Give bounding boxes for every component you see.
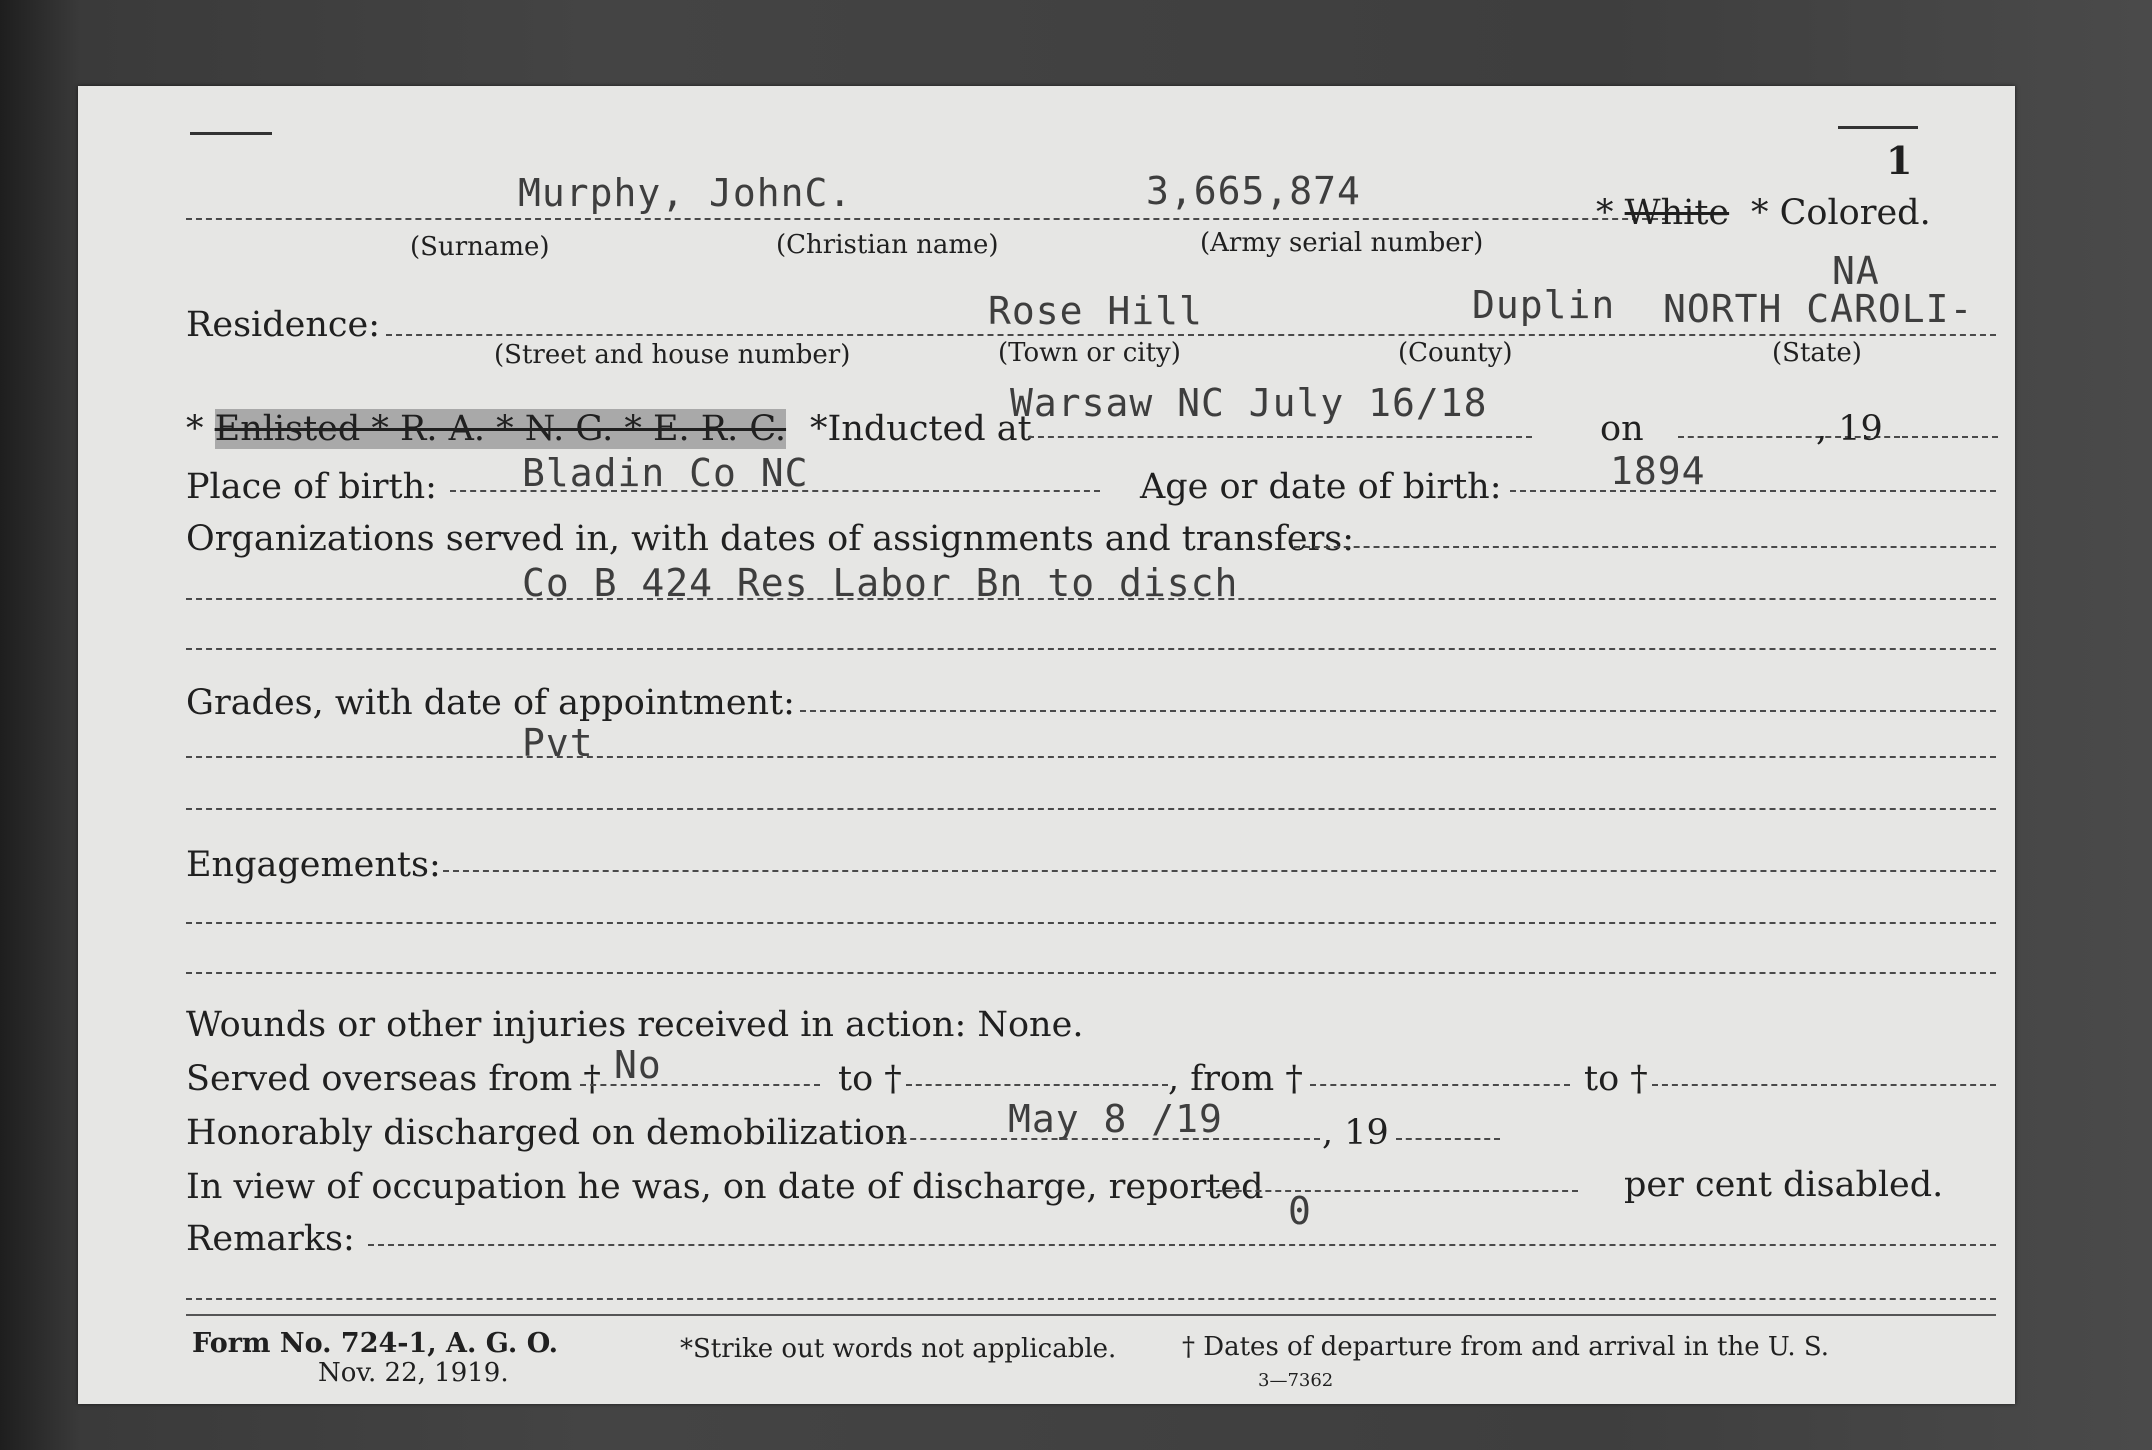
overseas-to-line-1 [906, 1084, 1168, 1086]
age-typed: 1894 [1610, 449, 1706, 493]
discharged-year: , 19 [1322, 1113, 1389, 1153]
county-typed: Duplin [1472, 283, 1616, 327]
inducted-line [1028, 436, 1532, 438]
town-caption: (Town or city) [998, 338, 1181, 368]
state-typed: NORTH CAROLI- [1663, 287, 1974, 331]
overseas-to-line-2 [1652, 1084, 1996, 1086]
form-date: Nov. 22, 1919. [318, 1358, 509, 1388]
service-record-card [78, 86, 2015, 1404]
residence-line [386, 334, 1996, 336]
place-of-birth-line [450, 490, 1100, 492]
place-of-birth-typed: Bladin Co NC [522, 451, 809, 495]
grades-typed: Pvt [522, 721, 594, 765]
inducted-typed: Warsaw NC July 16/18 [1010, 381, 1488, 425]
age-label: Age or date of birth: [1140, 467, 1502, 507]
discharged-year-line [1396, 1138, 1500, 1140]
wounds-label: Wounds or other injuries received in action: None. [186, 1005, 1084, 1045]
enlistment-options-struck: * Enlisted * R. A. * N. G. * E. R. C. [186, 409, 787, 449]
residence-label: Residence: [186, 305, 380, 345]
state-continuation-typed: NA [1832, 249, 1880, 293]
organizations-typed: Co B 424 Res Labor Bn to disch [522, 561, 1239, 605]
form-number: Form No. 724-1, A. G. O. [192, 1328, 559, 1359]
engagements-label: Engagements: [186, 845, 441, 885]
occupation-line [1206, 1190, 1578, 1192]
engagements-line-2 [186, 922, 1996, 924]
organizations-label: Organizations served in, with dates of assignments and transfers: [186, 519, 1355, 559]
county-caption: (County) [1398, 338, 1513, 368]
engagements-line-3 [186, 972, 1996, 974]
disabled-typed: 0 [1288, 1189, 1312, 1233]
page-number: 1 [1886, 138, 1913, 183]
top-left-rule [190, 132, 272, 135]
on-label: on [1600, 409, 1644, 449]
print-code: 3—7362 [1258, 1370, 1334, 1391]
discharged-line [890, 1138, 1320, 1140]
town-typed: Rose Hill [988, 289, 1203, 333]
top-right-rule [1838, 126, 1918, 129]
discharged-label: Honorably discharged on demobilization [186, 1113, 908, 1153]
overseas-to-label-1: to † [838, 1059, 902, 1099]
overseas-to-label-2: to † [1584, 1059, 1648, 1099]
name-typed: Murphy, JohnC. [518, 171, 853, 215]
christian-name-caption: (Christian name) [776, 230, 999, 260]
street-caption: (Street and house number) [494, 340, 851, 370]
overseas-typed: No [614, 1043, 662, 1087]
place-of-birth-label: Place of birth: [186, 467, 437, 507]
serial-caption: (Army serial number) [1200, 228, 1484, 258]
state-caption: (State) [1772, 338, 1862, 368]
inducted-label: *Inducted at [810, 409, 1032, 449]
race-white-struck: * White [1596, 193, 1730, 233]
inducted-year: , 19 [1816, 409, 1883, 449]
overseas-from-line [580, 1084, 820, 1086]
organizations-line-3 [186, 648, 1996, 650]
grades-line-2 [186, 756, 1996, 758]
remarks-label: Remarks: [186, 1219, 355, 1259]
remarks-line-1 [368, 1244, 1996, 1246]
serial-typed: 3,665,874 [1146, 169, 1361, 213]
disabled-label: per cent disabled. [1624, 1165, 1944, 1205]
dates-note: † Dates of departure from and arrival in the U. S. [1182, 1332, 1830, 1362]
overseas-from-label-2: , from † [1168, 1059, 1303, 1099]
grades-line-1 [800, 710, 1996, 712]
name-line [186, 218, 1668, 220]
inducted-year-line [1902, 436, 1998, 438]
overseas-from-line-2 [1310, 1084, 1570, 1086]
surname-caption: (Surname) [410, 232, 550, 262]
grades-label: Grades, with date of appointment: [186, 683, 795, 723]
occupation-label: In view of occupation he was, on date of discharge, reported [186, 1167, 1264, 1207]
discharged-typed: May 8 /19 [1008, 1097, 1223, 1141]
race-colored: * Colored. [1751, 193, 1931, 233]
grades-line-3 [186, 808, 1996, 810]
engagements-line-1 [443, 870, 1996, 872]
organizations-line-1 [1294, 546, 1996, 548]
age-line [1510, 490, 1996, 492]
remarks-line-2 [186, 1298, 1996, 1300]
overseas-label: Served overseas from † [186, 1059, 601, 1099]
footer-divider [186, 1314, 1996, 1316]
strike-note: *Strike out words not applicable. [680, 1334, 1117, 1364]
organizations-line-2 [186, 598, 1996, 600]
